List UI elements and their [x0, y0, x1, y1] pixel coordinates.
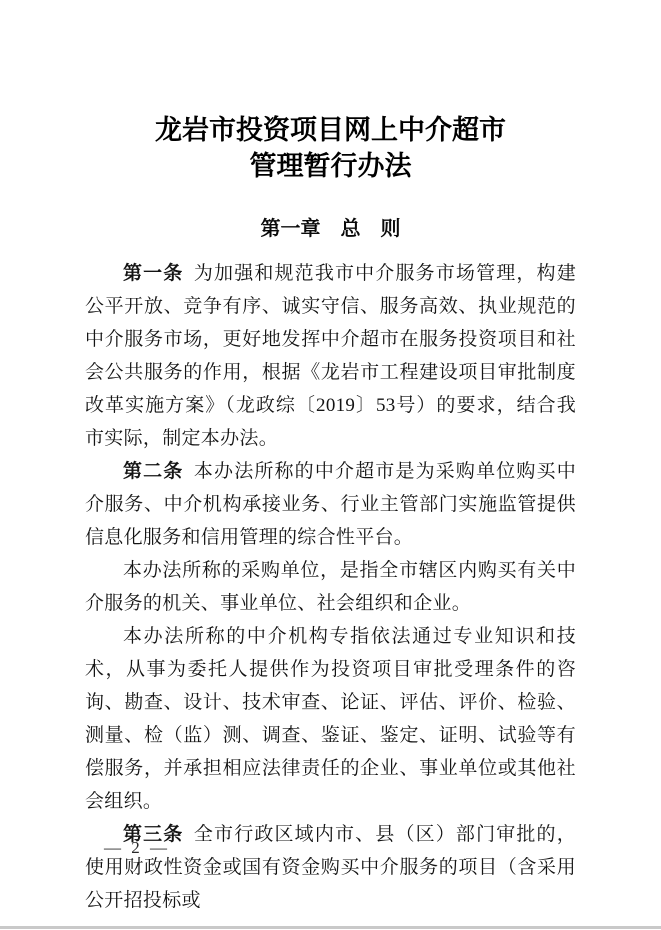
paragraph-text: 全市行政区域内市、县（区）部门审批的，使用财政性资金或国有资金购买中介服务的项目（含采用公开招投标或	[85, 824, 576, 911]
paragraph	[85, 818, 576, 917]
paragraph	[85, 620, 576, 818]
page-number: — 2 —	[104, 838, 170, 857]
paragraph-text: 本办法所称的中介超市是为采购单位购买中介服务、中介机构承接业务、行业主管部门实施监管提供信息化服务和信用管理的综合性平台。	[85, 461, 576, 548]
document-body	[85, 257, 576, 917]
paragraph	[85, 455, 576, 554]
article-number: 第三条	[123, 824, 184, 845]
paragraph-text: 本办法所称的采购单位，是指全市辖区内购买有关中介服务的机关、事业单位、社会组织和企业。	[85, 560, 576, 614]
document-title	[85, 112, 576, 184]
article-number: 第二条	[123, 461, 184, 482]
paragraph-text: 为加强和规范我市中介服务市场管理，构建公平开放、竞争有序、诚实守信、服务高效、执业规范的中介服务市场，更好地发挥中介超市在服务投资项目和社会公共服务的作用，根据《龙岩市工程建设项目审批制度改革实施方案》（龙政综〔2019〕53号）的要求，结合我市实际，制定本办法。	[85, 263, 576, 449]
page-edge-line	[0, 926, 661, 929]
document-title-line1: 龙岩市投资项目网上中介超市	[155, 115, 506, 145]
document-title-line2: 管理暂行办法	[249, 151, 412, 181]
paragraph	[85, 554, 576, 620]
chapter-heading: 第一章 总 则	[260, 218, 401, 240]
paragraph	[85, 257, 576, 455]
article-number: 第一条	[123, 263, 184, 284]
paragraph-text: 本办法所称的中介机构专指依法通过专业知识和技术，从事为委托人提供作为投资项目审批受理条件的咨询、勘查、设计、技术审查、论证、评估、评价、检验、测量、检（监）测、调查、鉴证、鉴定、证明、试验等有偿服务，并承担相应法律责任的企业、事业单位或其他社会组织。	[85, 626, 576, 812]
